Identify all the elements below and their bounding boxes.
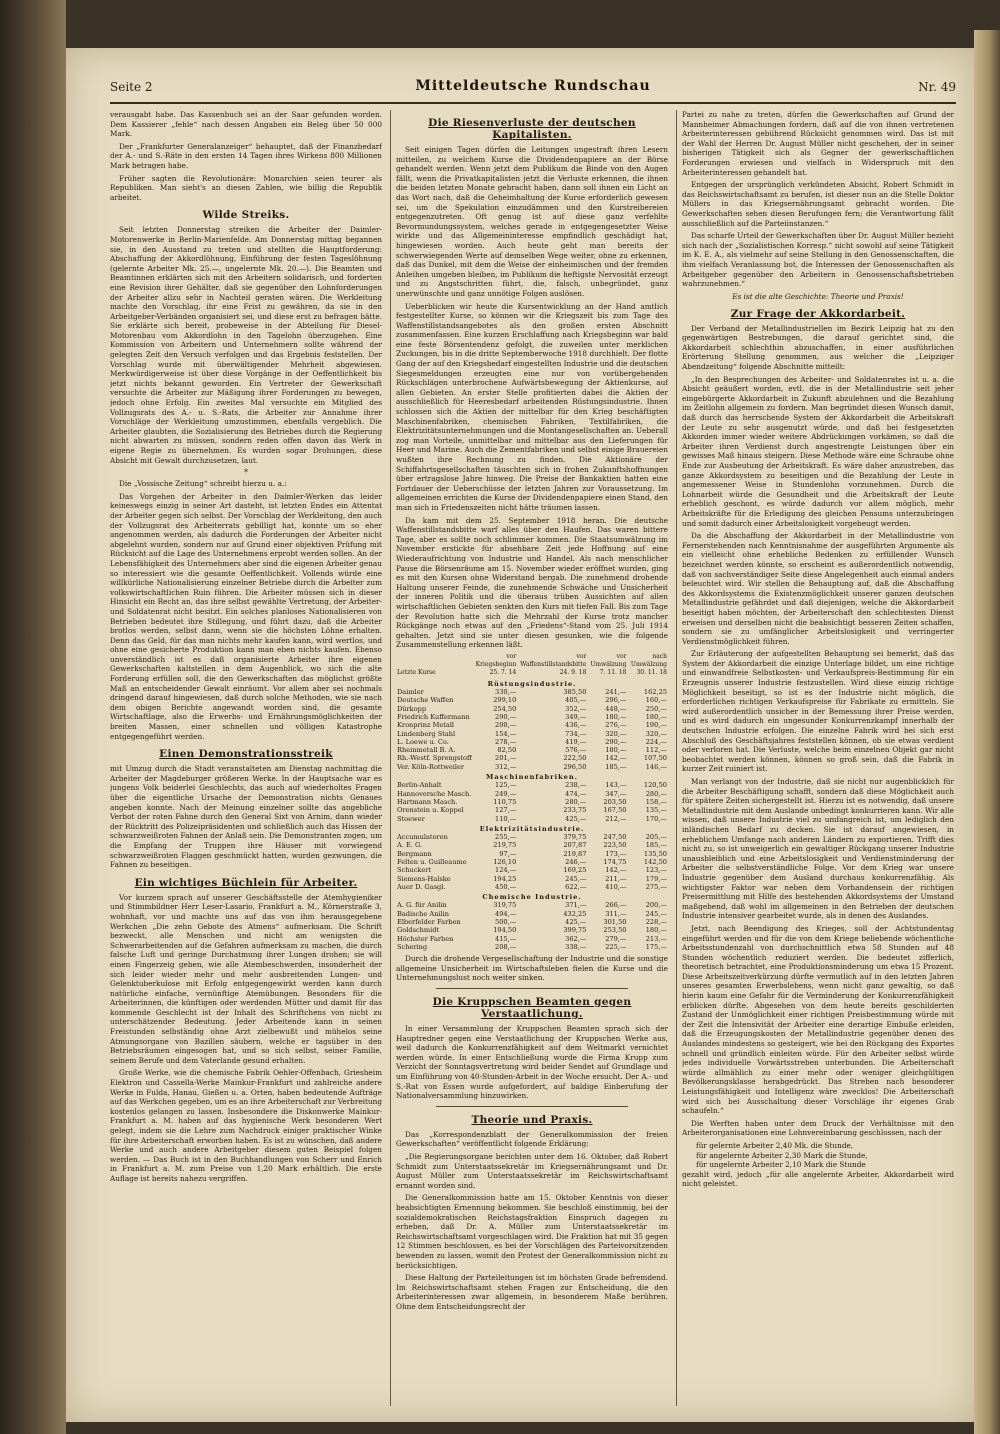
table-row: [396, 781, 668, 789]
price-cell: 160,—: [645, 696, 667, 705]
price-cell: 179,—: [645, 874, 667, 883]
company-name-cell: L. Loewe u. Co.: [397, 737, 449, 746]
article-paragraph: Entgegen der ursprünglich verkündeten Absicht, Robert Schmidt in das Reichswirtschaftsamt zu berufen, ist dieser nun an die Stelle Doktor Müllers in das Kriegsernährungsamt gebracht worden. Die Gewerkschaften sehen diesen Berufungen fern; die Verantwortung fällt ausschließlich auf die Parteiinstanzen.“: [682, 180, 954, 228]
price-cell: 228,—: [645, 918, 667, 927]
price-cell: 352,—: [565, 704, 587, 713]
section-divider: [436, 988, 628, 989]
price-cell: 450,—: [495, 882, 517, 891]
table-row: [396, 738, 668, 746]
company-name-cell: Hannoversche Masch.: [397, 789, 472, 798]
company-name-cell: Friedrich Kuffermann: [397, 712, 470, 721]
company-name-cell: Accumulatoren: [397, 833, 448, 842]
table-row: [396, 901, 668, 909]
price-cell: 245,—: [565, 874, 587, 883]
table-row: [396, 806, 668, 814]
article-paragraph: Große Werke, wie die chemische Fabrik Oehler-Offenbach, Griesheim Elektron und Cassella-Werke Mainkur-Frankfurt und zahlreiche andere Werke in Fulda, Hanau, Gießen u. a. Orten, haben bedeutende Aufträge auf das Werkchen gegeben, um es an ihre Arbeiterschaft zur Verbreitung kostenlos gelangen zu lassen. Insbesondere die Diskonwerke Mainkur-Frankfurt a. M. haben auf das hygienische Werk besonderen Wert gelegt, indem sie die Lehre zum Nachdruck einiger praktischer Winke für ihre Arbeiterschaft erworben haben. Es ist zu wünschen, daß andere Werke und auch andere Arbeitgeber diesem guten Beispiel folgen werden. — Das Buch ist in den Buchhandlungen von Scherr und Enrich in Frankfurt a. M. zum Preise von 1,20 Mark erhältlich. Die erste Auflage ist bereits nahezu vergriffen.: [110, 1068, 382, 1183]
company-name-cell: Felten u. Guilleaume: [397, 858, 467, 866]
article-paragraph: Seit letzten Donnerstag streiken die Arbeiter der Daimler-Motorenwerke in Berlin-Marienfelde. Am Donnerstag mittag begannen sie, in den Ausstand zu treten und stellten die Hauptforderung: Abschaffung der Akkordlöhnung, Einführung der festen Tageslöhnung (gelernte Arbeiter Mk. 25.—, ungelernte Mk. 20.—). Die Beamten und Beamtinnen erklärten sich mit den Arbeitern solidarisch, und forderten eine Revision ihrer Gehälter, daß sie gegenüber den Lohnforderungen der Arbeiter allzu sehr in Nachteil geraten wären. Die Werkleitung machte den Vorschlag, ihr eine Frist zu gewähren, da sie in den Arbeitgeber-Verbänden organisiert sei, und diese erst zu befragen hätte. Sie erklärte sich bereit, probeweise in der Abteilung für Diesel-Motorenbau vom Akkordlohn in den Tagelohn überzugehen. Eine Kommission von Arbeitern und Unternehmern sollte während der gelegten Zeit den Versuch verfolgen und das Ergebnis feststellen. Der Vorschlag wurde mit überwältigender Mehrheit abgewiesen. Merkwürdigerweise ist über diese Vorgänge in der Oeffentlichkeit bis jetzt nichts bekannt geworden. Ein Vertreter der Gewerkschaft versuchte die Arbeiter zur Mäßigung ihrer Forderungen zu bewegen, jedoch ohne Erfolg. Ein zweites Mal versuchte ein Mitglied des Vollzugsrats des A.- u. S.-Rats, die Arbeiter zur Annahme ihrer Vorschläge der Werkleitung umzustimmen, ebenfalls vergeblich. Die Arbeiter glaubten, die Sozialisierung des Betriebes durch die Regierung nicht abwarten zu müssen, sondern reden offen davon das Werk in eigene Regie zu übernehmen. Es wurden sogar Drohungen, diese Absicht mit Gewalt durchzusetzen, laut.: [110, 225, 382, 465]
price-cell: 169,25: [563, 866, 587, 875]
price-cell: 290,—: [495, 712, 517, 721]
headline-riesenverluste: Die Riesenverluste der deutschen Kapitalisten.: [428, 117, 636, 141]
article-paragraph: Zur Erläuterung der aufgestellten Behauptung sei bemerkt, daß das System der Akkordarbeit die einzige Unterlage bildet, um eine richtige und einwandfreie Selbstkosten- und Verkaufspreis-Bestimmung für ein Erzeugnis unserer Industrie festzustellen. Wird diese einzig richtige Möglichkeit beseitigt, so ist es der Industrie nicht möglich, die erforderlichen richtigen Verkaufspreise für Fabrikate zu ermitteln. Sie wird außerordentlich unsicher in der Bemessung ihrer Preise werden, und es wird dadurch ein ungesunder Konkurrenzkampf innerhalb der deutschen Industrie erfolgen. Die einzelne Fabrik wird bei sich erst Abschluß des Geschäftsjahres feststellen können, ob sie etwas verdient oder verloren hat. Die Verluste, welche beim einzelnen Objekt gar nicht beobachtet werden können, können so groß sein, daß die Fabrik in kurzer Zeit ruiniert ist.: [682, 649, 954, 774]
article-paragraph: Die Werften haben unter dem Druck der Verhältnisse mit den Arbeiterorganisationen eine Lohnvereinbarung geschlossen, nach der: [682, 1118, 954, 1138]
price-cell: 250,—: [645, 704, 667, 713]
price-cell: 194,50: [493, 926, 517, 935]
article-paragraph: Das scharfe Urteil der Gewerkschaften über Dr. August Müller bezieht sich nach der „Sozialistischen Korresp.“ nicht sowohl auf seine Tätigkeit im K. E. A., als vielmehr auf seine Stellung in den Genossenschaften, die ihm vielfach Veranlassung bot, die Interessen der Genossenschaften als Arbeitgeber gegenüber den Arbeitern in Genossenschaftsbetrieben wahrzunehmen.“: [682, 231, 954, 289]
price-cell: 253,50: [603, 926, 627, 935]
price-cell: 436,—: [565, 721, 587, 730]
article-paragraph: Diese Haltung der Parteileitungen ist im höchsten Grade befremdend. Im Reichswirtschaftsamt stehen Fragen zur Entscheidung, die den Arbeiterinteressen zwar allgemein, in besonderem Maße berühren. Ohne dem Entscheidungsrecht der: [396, 1273, 668, 1311]
column-header: Letzte Kurse: [397, 669, 436, 677]
headline-akkordarbeit: Zur Frage der Akkordarbeit.: [730, 307, 906, 320]
article-paragraph: „In den Besprechungen des Arbeiter- und Soldatenrates ist u. a. die Absicht geäußert worden, evtl. die in der Metallindustrie seit jeher eingebürgerte Akkordarbeit in Zukunft abzulehnen und die Bezahlung im Zeitlohn allgemein zu fordern. Man begründet diesen Wunsch damit, daß durch das herrschende System der Akkordarbeit die Arbeitskraft der Leute zu sehr ausgenutzt würde, und daß bei festgesetzten Akkorden immer wieder weitere Abdrückungen vorkämen, so daß die Arbeiter ihren Verdienst durch angestrengte Leistungen über ein gewisses Maß hinaus steigern. Diese Methode wäre eine Schraube ohne Ende zur Ausbeutung der Arbeitskraft. Es wäre daher anzustreben, das ganze Akkordsystem zu beseitigen und die Bezahlung der Leute in angemessener Weise in Stundenlohn vorzunehmen. Durch die Lohnarbeit würde die Gesundheit und die Arbeitskraft der Leute erheblich geschont, es würde dadurch vor allem möglich, mehr Arbeitskräfte für die Erledigung des gleichen Pensums unterzubringen und somit dadurch einer Arbeitslosigkeit vorgebeugt werden.: [682, 374, 954, 528]
price-cell: 415,—: [495, 934, 517, 943]
table-row: [396, 866, 668, 874]
price-cell: 203,50: [603, 797, 627, 806]
article-paragraph: Die Generalkommission hatte am 15. Oktober Kenntnis von dieser beabsichtigten Ernennung bekommen. Sie beschloß einstimmig, bei der sozialdemokratischen Reichstagsfraktion Einspruch dagegen zu erheben, daß Dr. A. Müller zum Unterstaatssekretär im Reichswirtschaftsamt vorgeschlagen wird. Die Fraktion hat mit 35 gegen 12 Stimmen beschlossen, es bei der Vorschlägen des Parteivorsitzenden bewenden zu lassen, womit den Protest der Generalkommission nicht zu berücksichtigen.: [396, 1193, 668, 1270]
table-row: [396, 790, 668, 798]
article-paragraph: Das Vorgehen der Arbeiter in den Daimler-Werken das leider keineswegs einzig in seiner Art dasteht, ist letzten Endes ein Attentat der Arbeiter gegen sich selbst. Der Vorschlag der Werkleitung, den auch der Vollzugsrat des Arbeiterrats gebilligt hat, konnte um so eher angenommen werden, als dadurch die Forderungen der Arbeiter nicht abgelehnt wurden, sondern nur auf Grund einer objektiven Prüfung mit Rücksicht auf die Lage des Unternehmens erprobt werden sollen. An der Lebensfähigkeit des Unternehmers aber sind die eigenen Arbeiter genau so interessiert wie die gesamte Oeffentlichkeit. Vollends würde eine willkürliche Nationalisierung einzelner Betriebe durch die Arbeiter zum volkswirtschaftlichen Ruin führen. Die Arbeiter müssen sich in dieser Hinsicht ein Recht an, das ihre selbst gewählte Vertretung, der Arbeiter- und Soldatenrat nicht besitzt. Ein solches planloses Nationalisieren von Betrieben bedeutet ihre Stillegung, und führt dazu, daß die Arbeiter brotlos werden, selbst dann, wenn sie die höchsten Löhne erhalten. Denn das Geld, für das man nichts mehr kaufen kann, wird wertlos, und ohne eine gesicherte Produktion kann man eben nichts kaufen. Ebenso unverständlich ist es daß organisierte Arbeiter ihre eigenen Gewerkschaften kaltstellen in dem Augenblick, wo sich die alte Forderung erfüllen soll, die den Gewerkschaften das möglichst größte Maß an entscheidender Gewalt einräumt. Vor allem aber sei nochmals dringend darauf hingewiesen, daß durch solche Methoden, wie sie nach dem obigen Berichte angewandt worden sind, die gesamte Wirtschaftlage, also die Erwerbs- und Ernährungsmöglichkeiten der breiten Massen, einer schnellen und völligen Katastrophe entgegengeführt werden.: [110, 491, 382, 741]
article-paragraph: Durch die drohende Vergesellschaftung der Industrie und die sonstige allgemeine Unsicherheit im Wirtschaftsleben fielen die Kurse und die Unternehmungslust noch weiter sinken.: [396, 954, 668, 983]
price-cell: 500,—: [495, 918, 517, 927]
table-group-row: [396, 891, 668, 901]
article-paragraph: verausgabt habe. Das Kassenbuch sei an der Saar gefunden worden. Dem Kassierer „fehle“ nach dessen Angaben ein Beleg über 50 000 Mark.: [110, 110, 382, 139]
column-divider: [676, 110, 677, 1406]
price-cell: 320,—: [605, 729, 627, 738]
table-row: [396, 850, 668, 858]
table-row: [396, 798, 668, 806]
price-cell: 249,—: [495, 789, 517, 798]
price-cell: 146,—: [645, 762, 667, 771]
article-paragraph: Vor kurzem sprach auf unserer Geschäftsstelle der Atemhygieniker und Stimmbildner Herr Leser-Lasario, Frankfurt a. M., Körnerstraße 3, wohnhaft, vor und machte uns auf das von ihm herausgegebene Werkchen „Die zehn Gebote des Atmens“ aufmerksam. Die Schrift bezweckt, alle Menschen und nicht am wenigsten die Schwerarbeitenden auf die Gefahren aufmerksam zu machen, die durch falsche Luft und geringe Durchatmung ihrer Lungen drohen; sie will einen Fingerzeig geben, wie alle Atembeschwerden, insonderheit der sich leider wieder mehr und mehr ausbreitenden Lungen- und Gelenktuberkulose mit Erfolg entgegengewirkt werden kann durch natürliche einfache, vernünftige Atemübungen. Besonders für die Arbeiterinnen, die künftigen oder werdenden Mütter und damit für das kommende Geschlecht ist der Inhalt des Schriftchens von nicht zu unterschätzender Bedeutung. Jeder Arbeitende kann in seinen Freistunden selbständig ohne Arzt zielbewußt und mühelos seine Atmungsorgane von Bazillen säubern, welche er tagsüber in den Betriebsräumen eingesogen hat, und so sich selbst, seiner Familie, seinem Berufe und dem Vaterlande gesund erhalten.: [110, 892, 382, 1065]
table-row: [396, 841, 668, 849]
separator-star: *: [244, 468, 248, 478]
price-cell: 180,—: [605, 746, 627, 755]
price-cell: 280,—: [645, 789, 667, 798]
price-cell: 494,—: [495, 909, 517, 918]
price-cell: 142,50: [643, 858, 667, 866]
price-cell: 347,—: [605, 789, 627, 798]
article-paragraph: In einer Versammlung der Kruppschen Beamten sprach sich der Hauptredner gegen eine Verstaatlichung der Kruppschen Werke aus, weil dadurch die Konkurrenzfähigkeit auf dem Weltmarkt vernichtet werden würde. In einer Entschließung wurde die Firma Krupp zum Verzicht der Sonntagsvertretung wird beider Sendet auf Grundlage und um Einführung von 40-Stunden-Arbeit in der Woche ersucht. Der A.- und S.-Rat von Essen wurde aufgefordert, auf baldige Einberufung der Nationalversammlung hinzuwirken.: [396, 1024, 668, 1101]
column-divider: [390, 110, 391, 1406]
price-cell: 448,—: [605, 704, 627, 713]
price-cell: 255,—: [495, 833, 517, 842]
price-cell: 125,—: [495, 781, 517, 790]
price-cell: 622,—: [565, 882, 587, 891]
table-group-label: Elektrizitätsindustrie.: [479, 824, 585, 833]
price-cell: 173,—: [605, 849, 627, 858]
company-name-cell: Schuckert: [397, 866, 432, 875]
price-cell: 290,—: [605, 737, 627, 746]
price-cell: 123,—: [645, 866, 667, 875]
company-name-cell: Goldschmidt: [397, 926, 440, 935]
column-right: [682, 110, 954, 1410]
article-paragraph: Jetzt, nach Beendigung des Krieges, soll der Achtstundentag eingeführt werden und für die von dem Kriege beliebende wöchentliche Arbeitsstundenzahl von durchschnittlich etwa 58 Stunden auf 48 Stunden wöchentlich reduziert werden. Die bedeutet zifferlich, theoretisch betrachtet, eine Produktionsminderung um etwa 15 Prozent. Diese Arbeitszeitverkürzung dürfte vermutlich auf in den letzten Jahren unseres gesamten Erwerbslebens, wenn nicht ganz gewaltig, so daß hierin kaum eine Gefahr für die Verminderung der Konkurrenzfähigkeit erblicken dürfte. Abgesehen von dem heute bereits geschilderten Zustand der Unmöglichkeit einer richtigen Preisbestimmung würde mit der Zeit die Intensivität der Arbeiter eine derartige Einbuße erleiden, daß die Erzeugungskosten der Metallindustrie gegenüber denen des Auslandes mindestens so gesteigert, wie bei den Rückgang des Exportes schnell und gründlich einleiten würde. Für den Arbeiter selbst würde jedes individuelle Vorwärtsstreben unterbunden. Die Arbeiterschaft würde allmählich zu einer mehr oder weniger gleichgültigen Bevölkerungsklasse herabgedrückt. Das Streben nach besonderer Leistungsfähigkeit und Intelligenz wäre zwecklos! Die Arbeiterschaft wird sich bei Ausschaltung dieser Vorschläge ihr eigenes Grab schaufeln.“: [682, 923, 954, 1116]
price-cell: 278,—: [495, 737, 517, 746]
price-cell: 279,—: [605, 934, 627, 943]
company-name-cell: Daimler: [397, 688, 424, 697]
table-row: [396, 815, 668, 823]
price-cell: 385,50: [563, 688, 587, 697]
company-name-cell: Orenstein u. Koppel: [397, 806, 464, 815]
price-cell: 194,25: [493, 874, 517, 883]
table-row: [396, 721, 668, 729]
price-cell: 275,—: [645, 882, 667, 891]
price-cell: 734,—: [565, 729, 587, 738]
price-cell: 142,—: [605, 866, 627, 875]
price-cell: 185,—: [605, 762, 627, 771]
price-cell: 319,75: [493, 901, 517, 910]
column-header: vor Umwälzung 7. 11. 18: [590, 652, 627, 677]
stock-price-table: [396, 653, 668, 951]
column-header: nach Umwälzung 30. 11. 18: [630, 652, 667, 677]
price-cell: 399,75: [563, 926, 587, 935]
price-cell: 425,—: [565, 814, 587, 823]
price-cell: 299,10: [493, 696, 517, 705]
company-name-cell: Badische Anilin: [397, 909, 450, 918]
company-name-cell: Rheinmetall B. A.: [397, 746, 456, 755]
table-row: [396, 696, 668, 704]
table-row: [396, 943, 668, 951]
table-row: [396, 730, 668, 738]
company-name-cell: Dürkopp: [397, 704, 427, 713]
price-cell: 82,50: [497, 746, 517, 755]
price-cell: 107,50: [643, 754, 667, 763]
article-paragraph: Früher sagten die Revolutionäre: Monarchien seien teurer als Republiken. Man sieht's an diesen Zahlen, wie billig die Republik arbeitet.: [110, 173, 382, 202]
price-cell: 135,50: [643, 849, 667, 858]
page-number: Seite 2: [110, 80, 153, 94]
table-row: [396, 875, 668, 883]
article-paragraph: Da kam mit dem 25. September 1918 heran. Die deutsche Waffenstillstandsbitte warf alles über den Haufen. Das waren bittere Tage, aber es sollte noch schlimmer kommen. Die Staatsumwälzung im November erstickte für absehbare Zeit jede Hoffnung auf eine Wiederaufrichtung von Industrie und Handel. Als nach menschlicher Pause die Börsenräume am 15. November wieder eröffnet wurden, ging es mit den Kursen ohne Widerstand bergab. Die zunehmend drohende Haltung unserer Feinde, die zunehmende Schwäche und Unsicherheit der inneren Politik und die überaus trüben Aussichten auf allen wirtschaftlichen Gebieten senkten den Kurs mit tiefen Fall. Bis zum Tage der Revolution hatte sich die Mehrzahl der Kurse trotz mancher Rückgänge noch etwas auf den „Friedens“-Stand vom 25. Juli 1914 gehalten. Jetzt sind sie unter diesen gesunken, wie die folgende Zusammenstellung erkennen läßt.: [396, 515, 668, 650]
article-paragraph: Man verlangt von der Industrie, daß sie nicht nur augenblicklich für die Arbeiter Beschäftigung schafft, sondern daß diese Möglichkeit auch für spätere Zeiten sichergestellt ist. Hierzu ist es notwendig, daß unsere Metallindustrie mit dem Auslande unbedingt konkurrieren kann. Wir alle wissen, daß unsere Industrie viel zu umfangreich ist, um lediglich den inländischen Bedarf zu decken. Sie ist darauf angewiesen, in erheblichem Umfange nach anderen Ländern zu exportieren. Trifft dies nicht zu, so ist unweigerlich ein gewaltiger Rückgang unserer Industrie unausbleiblich und eine Arbeitslosigkeit und Verdienstminderung der Arbeiter die selbstverständliche Folge. Vor dem Krieg war unsere Industrie gegenüber dem Ausland durchaus konkurrenzfähig. Als wichtigster Faktor war neben dem Vorhandensein der richtigen Preisermittlung mit Hilfe des bestehenden Akkordsystems der Umstand maßgebend, daß wohl im allgemeinen in den Betrieben der deutschen Industrie intensiver gearbeitet wurde, als in denen des Auslandes.: [682, 777, 954, 921]
wage-line: für ungelernte Arbeiter 2,10 Mark die Stunde: [696, 1160, 866, 1170]
price-cell: 180,—: [645, 712, 667, 721]
price-cell: 419,—: [565, 737, 587, 746]
price-cell: 135,—: [645, 806, 667, 815]
table-row: [396, 833, 668, 841]
headline-buechlein: Ein wichtiges Büchlein für Arbeiter.: [134, 876, 358, 889]
table-row: [396, 754, 668, 762]
price-cell: 432,25: [563, 909, 587, 918]
price-cell: 190,—: [645, 721, 667, 730]
price-cell: 276,—: [605, 721, 627, 730]
price-cell: 175,—: [645, 942, 667, 951]
company-name-cell: Elberfelder Farben: [397, 918, 461, 927]
table-row: [396, 705, 668, 713]
section-divider: [436, 1106, 628, 1107]
table-group-label: Rüstungsindustrie.: [487, 679, 577, 688]
headline-theorie-praxis: Theorie und Praxis.: [471, 1113, 593, 1126]
table-group-row: [396, 823, 668, 833]
article-paragraph: „Die Regierungsorgane berichten unter dem 16. Oktober, daß Robert Schmidt zum Unterstaatssekretär im Kriegsernährungsamt und Dr. August Müller zum Unterstaatssekretär im Reichswirtschaftsamt ernannt worden sind.: [396, 1151, 668, 1190]
price-cell: 247,50: [603, 833, 627, 842]
company-name-cell: Deutsche Waffen: [397, 696, 454, 705]
price-cell: 219,87: [563, 849, 587, 858]
price-cell: 379,75: [563, 833, 587, 842]
price-cell: 162,25: [643, 688, 667, 697]
price-cell: 410,—: [605, 882, 627, 891]
table-row: [396, 713, 668, 721]
company-name-cell: Rh.-Westf. Sprengstoff: [397, 754, 472, 763]
headline-krupp: Die Kruppschen Beamten gegen Verstaatlichung.: [432, 996, 632, 1021]
price-cell: 154,—: [495, 729, 517, 738]
table-row: [396, 858, 668, 866]
table-row: [396, 918, 668, 926]
price-cell: 200,—: [495, 721, 517, 730]
company-name-cell: Auer D. Gasgl.: [397, 882, 446, 891]
article-paragraph: Partei zu nahe zu treten, dürfen die Gewerkschaften auf Grund der Mannheimer Abmachungen fordern, daß auf die von ihnen vertretenen Arbeiterinteressen gebührend Rücksicht genommen wird. Das ist mit der Wahl der Herren Dr. August Müller nicht geschehen, der in seiner bisherigen Tätigkeit sich als Gegner der gewerkschaftlichen Forderungen erwiesen und vielfach in Widerspruch mit den Arbeiterinteressen gehandelt hat.: [682, 110, 954, 177]
wage-line: für gelernte Arbeiter 2,40 Mk. die Stunde,: [696, 1140, 854, 1150]
table-row: [396, 763, 668, 771]
price-cell: 200,—: [645, 901, 667, 910]
table-row: [396, 746, 668, 754]
price-cell: 158,—: [645, 797, 667, 806]
price-cell: 362,—: [565, 934, 587, 943]
price-cell: 212,—: [605, 814, 627, 823]
price-cell: 205,—: [645, 833, 667, 842]
newspaper-page: [66, 48, 974, 1422]
price-cell: 246,—: [565, 858, 587, 866]
price-cell: 110,—: [495, 814, 517, 823]
price-cell: 425,—: [565, 918, 587, 927]
company-name-cell: Stoewer: [397, 814, 425, 823]
page-stack-edge: [974, 30, 1000, 1434]
price-cell: 301,50: [603, 918, 627, 927]
price-cell: 185,—: [645, 841, 667, 850]
table-group-row: [396, 678, 668, 688]
price-cell: 211,—: [605, 874, 627, 883]
article-paragraph: Der „Frankfurter Generalanzeiger“ behauptet, daß der Finanzbedarf der A.- und S.-Räte in den ersten 14 Tagen ihres Wirkens 800 Millionen Mark betragen habe.: [110, 141, 382, 170]
price-cell: 143,—: [605, 781, 627, 790]
price-cell: 241,—: [605, 688, 627, 697]
company-name-cell: Kronprinz Metall: [397, 721, 455, 730]
price-cell: 576,—: [565, 746, 587, 755]
price-cell: 207,87: [563, 841, 587, 850]
header-rule: [110, 102, 956, 104]
price-cell: 167,50: [603, 806, 627, 815]
table-group-row: [396, 771, 668, 781]
table-row: [396, 883, 668, 891]
closing-remark: Es ist die alte Geschichte: Theorie und Praxis!: [732, 291, 904, 301]
article-paragraph: Da die Abschaffung der Akkordarbeit in der Metallindustrie von Fernerstehenden nach Kenntnisnahme der ausgeführten Argumente als ein vielleicht ohne erhebliche Bedenken zu erfüllender Wunsch bezeichnet werden könnte, so erscheint es außerordentlich notwendig, daß von sachverständiger Seite diese Angelegenheit auch einmal anders beleuchtet wird. Wir stellen die Behauptung auf, daß die Abschaffung des Akkordsystems die Existenzmöglichkeit unserer ganzen deutschen Metallindustrie gefährdet und daß diejenigen, welche die Akkordarbeit beseitigt haben möchten, der Arbeiterschaft den schlechtesten Dienst erweisen und derselben nicht die beabsichtigt besseren Zeiten schaffen, sondern sie zu umfänglicher Arbeitslosigkeit und verringerter Verdienstmöglichkeit führen.: [682, 531, 954, 646]
price-cell: 213,—: [645, 934, 667, 943]
book-binding: [0, 0, 66, 1434]
price-cell: 296,—: [605, 696, 627, 705]
price-cell: 174,75: [603, 858, 627, 866]
column-left: [110, 110, 382, 1410]
price-cell: 126,10: [493, 858, 517, 866]
price-cell: 201,—: [495, 754, 517, 763]
price-cell: 330,—: [495, 688, 517, 697]
headline-wilde-streiks: Wilde Streiks.: [202, 209, 290, 222]
price-cell: 180,—: [645, 926, 667, 935]
price-cell: 338,—: [565, 942, 587, 951]
price-cell: 124,—: [495, 866, 517, 875]
table-row: [396, 935, 668, 943]
price-cell: 254,50: [493, 704, 517, 713]
company-name-cell: Höchster Farben: [397, 934, 454, 943]
price-cell: 112,—: [645, 746, 667, 755]
price-cell: 222,50: [563, 754, 587, 763]
price-cell: 349,—: [565, 712, 587, 721]
price-cell: 405,—: [565, 696, 587, 705]
table-group-label: Maschinenfabriken.: [486, 773, 578, 782]
company-name-cell: Berlin-Anhalt: [397, 781, 442, 790]
price-cell: 223,50: [603, 841, 627, 850]
price-cell: 224,—: [645, 737, 667, 746]
price-cell: 238,—: [565, 781, 587, 790]
company-name-cell: Hartmann Masch.: [397, 797, 458, 806]
table-group-label: Chemische Industrie.: [482, 893, 582, 902]
price-cell: 180,—: [605, 712, 627, 721]
company-name-cell: Siemens-Halske: [397, 874, 451, 883]
price-cell: 170,—: [645, 814, 667, 823]
table-row: [396, 688, 668, 696]
article-paragraph: Ueberblicken wir heute die Kursentwicklung an der Hand amtlich festgestellter Kurse, so können wir die Kriegszeit bis zum Tage des Waffenstillstandsangebotes als den großen ersten Abschnitt zusammenfassen. Eine kurzen Erschlaffung nach Kriegsbeginn war bald eine feste Börsentendenz gefolgt, die zuweilen unter merklichen Zuckungen, bis in die dritte Septemberwoche 1918 durchhielt. Der flotte Gang der auf den Kriegsbedarf eingestellten Industrie und die deutschen Siegesmeldungen erzeugten eine nur von vorübergehenden Rückschlägen unterbrochene Aufwärtsbewegung der Aktienkurse, auf allen Gebieten. An erster Stelle profitierten dabei die Aktien der ausschließlich für Heeresbedarf arbeitenden Rüstungsindustrie. Ihnen schlossen sich die Aktien der mittelbar für den Krieg beschäftigten Maschinenfabriken, chemischen Fabriken, Textilfabriken, die Elektrizitätsunternehmungen und die Montangesellschaften an. Ueberall zog man Vorteile, unmittelbar und mittelbar aus den Lieferungen für Heer und Marine. Auch die Zementfabriken und selbst einige Brauereien wußten ihre Rechnung zu finden. Die Aktionäre der Schiffahrtsgesellschaften täuschten sich in frohen Zukunftshoffnungen über ertragslose Jahre hinweg. Die Preise der Bankaktien hatten eine Fortdauer der Ueberschüsse der letzten Jahren zur Voraussetzung. Im allgemeinen errichten die Kurse der Dividendenpapiere einen Stand, den man sich in Friedenszeiten nicht hätte träumen lassen.: [396, 301, 668, 512]
stock-table-body: [396, 678, 668, 952]
headline-demonstrationsstreik: Einen Demonstrationsstreik: [159, 748, 333, 761]
column-header: vor Waffenstillstandsbitte 24. 9. 18: [520, 652, 587, 677]
price-cell: 120,50: [643, 781, 667, 790]
masthead-title: Mitteldeutsche Rundschau: [415, 78, 651, 94]
table-header-row: [396, 653, 668, 678]
price-cell: 245,—: [645, 909, 667, 918]
price-cell: 280,—: [565, 797, 587, 806]
article-paragraph: mit Umzug durch die Stadt veranstalteten am Dienstag nachmittag die Arbeiter der Magdeburger größeren Werke. In der Hauptsache war es jungens Volk beiderlei Geschlechts, das auch auf wiederholtes Fragen über die eigentliche Ursache der Demonstration nichts Genaues angeben konnte. Nach der Meinung einzelner sollte das angebliche Verbot der roten Fahne durch den General Sixt von Arnim, dann wieder der Rücktritt des Polizeipräsidenten und schließlich auch das Hissen der schwarzweißroten Fahnen der Anlaß sein. Die Demonstranten zogen, um die Empfang der Truppen ihre Häuser mit vorwiegend schwarzweißroten Flaggen geschmückt hatten, wurden gezwungen, die Fahnen zu beseitigen.: [110, 764, 382, 870]
price-cell: 320,—: [645, 729, 667, 738]
article-paragraph: Das „Korrespondenzblatt der Generalkommission der freien Gewerkschaften“ veröffentlicht folgende Erklärung:: [396, 1129, 668, 1149]
article-lead: Die „Vossische Zeitung“ schreibt hierzu u. a.:: [119, 479, 287, 489]
price-cell: 208,—: [495, 942, 517, 951]
article-paragraph: Der Verband der Metallindustriellen im Bezirk Leipzig hat zu den gegenwärtigen Bestrebungen, die darauf gerichtet sind, die Akkordarbeit schlechthin abzuschaffen, in einer ausführlichen Erörterung Stellung genommen, aus welcher die „Leipziger Abendzeitung“ folgende Abschnitte mitteilt:: [682, 323, 954, 372]
price-cell: 110,75: [493, 797, 517, 806]
company-name-cell: Ver. Köln-Rottweiler: [397, 762, 465, 771]
company-name-cell: Schering: [397, 942, 428, 951]
company-name-cell: A. E. G.: [397, 841, 423, 850]
price-cell: 296,50: [563, 762, 587, 771]
article-paragraph: Seit einigen Tagen dürfen die Leitungen ungestraft ihren Lesern mitteilen, zu welchem Kurse die Dividendenpapiere an der Börse gehandelt werden. Wenn jetzt dem Publikum die Binde von den Augen fällt, wenn die Privatkapitalisten jetzt die Verluste erkennen, die ihnen die beiden letzten Monate gebracht haben, dann soll ihnen ein Licht an das Wort nach, daß die Geheimhaltung der Kurse erforderlich gewesen sei, um die Spekulation einzudämmen und den Kurstreibereien entgegenzutreten. Oft genug ist auf diese ganz verfehlte Bevormundungssystem, welches gerade in entgegengesetzter Weise wirkte und das Allgemeininteresse empfindlich geschädigt hat, hingewiesen worden. Auch heute geht man bereits der schwerwiegenden Werte auf demselben Wege weiter, ohne zu erkennen, daß das Dunkel, mit dem die Weise der einheimischen und der fremden Anleihen umgeben bleiben, im Publikum die heftigste Nervosität erzeugt und zu Angstschritten führt, die, falsch, unbegründet, ganz unerwünschte und ganz unnötige Folgen auslösen.: [396, 145, 668, 298]
price-cell: 225,—: [605, 942, 627, 951]
price-cell: 233,75: [563, 806, 587, 815]
price-cell: 266,—: [605, 901, 627, 910]
price-cell: 311,—: [605, 909, 627, 918]
company-name-cell: Bergmann: [397, 849, 432, 858]
article-paragraph: gezahlt wird, jedoch „für alle angelernte Arbeiter, Akkordarbeit wird nicht geleistet.: [682, 1169, 954, 1189]
table-row: [396, 910, 668, 918]
column-middle: [396, 110, 668, 1410]
price-cell: 127,—: [495, 806, 517, 815]
price-cell: 371,—: [565, 901, 587, 910]
page-header: [110, 80, 956, 102]
table-row: [396, 926, 668, 934]
issue-number: Nr. 49: [918, 80, 956, 94]
company-name-cell: Lindenberg Stahl: [397, 729, 456, 738]
price-cell: 142,—: [605, 754, 627, 763]
column-header: vor Kriegsbeginn 25. 7. 14: [475, 652, 517, 677]
price-cell: 219,75: [493, 841, 517, 850]
company-name-cell: A. G. für Anilin: [397, 901, 447, 910]
price-cell: 312,—: [495, 762, 517, 771]
wage-line: für angelernte Arbeiter 2,30 Mark die Stunde,: [696, 1150, 868, 1160]
price-cell: 97,—: [499, 849, 517, 858]
price-cell: 474,—: [565, 789, 587, 798]
